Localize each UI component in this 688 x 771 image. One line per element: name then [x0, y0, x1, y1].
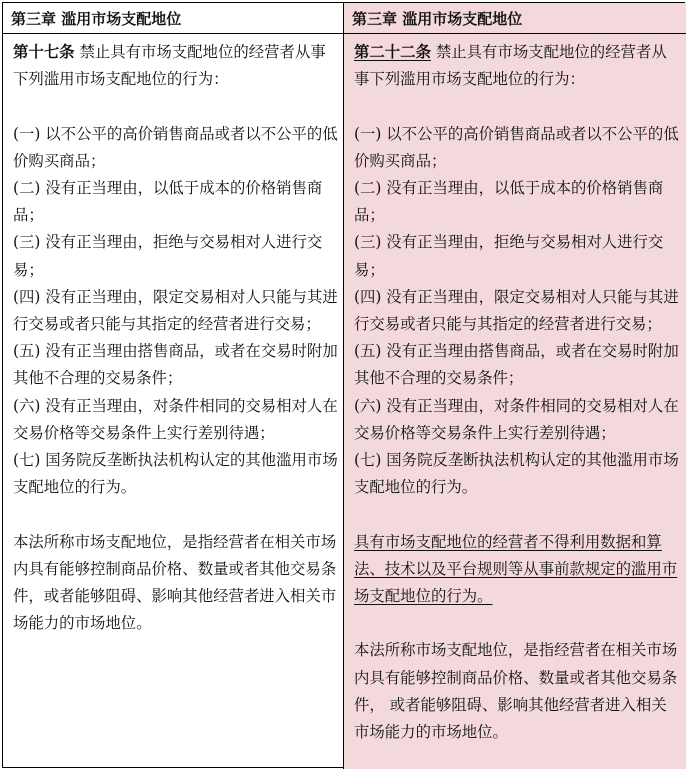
left-article-number: 第十七条 — [13, 43, 75, 61]
left-item-3: (三) 没有正当理由，拒绝与交易相对人进行交易； — [13, 233, 323, 279]
right-item-1: (一) 以不公平的高价销售商品或者以不公平的低价购买商品； — [354, 124, 679, 170]
left-item-6: (六) 没有正当理由，对条件相同的交易相对人在交易价格等交易条件上实行差别待遇； — [13, 396, 338, 442]
left-article-cell — [3, 34, 344, 769]
left-article-intro — [13, 39, 338, 93]
left-item-2: (二) 没有正当理由，以低于成本的价格销售商品； — [13, 179, 323, 225]
right-item-6: (六) 没有正当理由，对条件相同的交易相对人在交易价格等交易条件上实行差别待遇； — [354, 396, 679, 442]
right-chapter-title: 第三章 滥用市场支配地位 — [344, 3, 686, 34]
left-definition: 本法所称市场支配地位，是指经营者在相关市场内具有能够控制商品价格、数量或者其他交易条件，或者能够阻碍、影响其他经营者进入相关市场能力的市场地位。 — [13, 532, 337, 633]
right-item-7: (七) 国务院反垄断执法机构认定的其他滥用市场支配地位的行为。 — [354, 451, 679, 497]
right-item-5: (五) 没有正当理由搭售商品，或者在交易时附加其他不合理的交易条件； — [354, 342, 679, 388]
left-article-intro-text: 禁止具有市场支配地位的经营者从事下列滥用市场支配地位的行为： — [13, 43, 326, 89]
comparison-table — [2, 2, 685, 768]
right-item-2: (二) 没有正当理由，以低于成本的价格销售商品； — [354, 179, 664, 225]
left-item-7: (七) 国务院反垄断执法机构认定的其他滥用市场支配地位的行为。 — [13, 451, 338, 497]
right-article-intro-text: 禁止具有市场支配地位的经营者从事下列滥用市场支配地位的行为： — [354, 43, 667, 89]
right-article-intro — [354, 39, 681, 93]
left-item-5: (五) 没有正当理由搭售商品，或者在交易时附加其他不合理的交易条件； — [13, 342, 338, 388]
left-item-4: (四) 没有正当理由，限定交易相对人只能与其进行交易或者只能与其指定的经营者进行交易； — [13, 287, 338, 334]
right-new-clause-text: 具有市场支配地位的经营者不得利用数据和算法、技术以及平台规则等从事前款规定的滥用市场支配地位的行为。 — [354, 532, 678, 606]
right-article-cell — [344, 34, 686, 769]
right-item-3: (三) 没有正当理由，拒绝与交易相对人进行交易； — [354, 233, 664, 279]
right-item-4: (四) 没有正当理由，限定交易相对人只能与其进行交易或者只能与其指定的经营者进行交易； — [354, 287, 679, 334]
left-item-1: (一) 以不公平的高价销售商品或者以不公平的低价购买商品； — [13, 124, 338, 170]
right-article-number: 第二十二条 — [354, 43, 431, 61]
right-new-clause — [354, 529, 681, 611]
left-chapter-title: 第三章 滥用市场支配地位 — [3, 3, 344, 34]
right-definition: 本法所称市场支配地位，是指经营者在相关市场内具有能够控制商品价格、数量或者其他交易条件， 或者能够阻碍、影响其他经营者进入相关市场能力的市场地位。 — [354, 641, 678, 742]
